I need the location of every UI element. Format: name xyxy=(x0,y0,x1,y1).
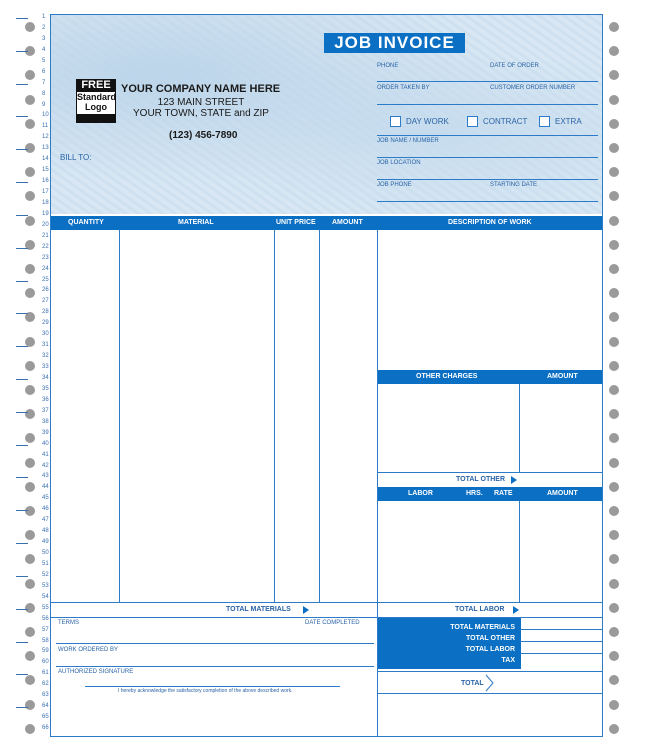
line-number: 29 xyxy=(42,320,49,327)
items-header-bar xyxy=(51,216,602,230)
divider xyxy=(377,179,598,180)
labor-header: LABOR xyxy=(408,490,433,497)
line-number: 60 xyxy=(42,659,49,666)
line-tick xyxy=(16,576,28,577)
line-number: 49 xyxy=(42,539,49,546)
customer-order-number-label: CUSTOMER ORDER NUMBER xyxy=(490,85,576,91)
tractor-hole xyxy=(25,675,35,685)
line-number: 37 xyxy=(42,407,49,414)
line-number: 20 xyxy=(42,221,49,228)
acknowledge-text: I hereby acknowledge the satisfactory completion of the above described work. xyxy=(118,688,293,694)
phone-label: PHONE xyxy=(377,63,399,69)
line-number: 7 xyxy=(42,79,46,86)
column-divider xyxy=(519,384,520,472)
tractor-hole xyxy=(609,530,619,540)
line-number: 55 xyxy=(42,604,49,611)
tractor-hole xyxy=(609,482,619,492)
date-completed-label: DATE COMPLETED xyxy=(305,620,360,626)
divider xyxy=(377,201,598,202)
line-number: 10 xyxy=(42,112,49,119)
line-number: 23 xyxy=(42,254,49,261)
line-number: 40 xyxy=(42,440,49,447)
line-number: 31 xyxy=(42,342,49,349)
line-number: 18 xyxy=(42,199,49,206)
company-city: YOUR TOWN, STATE and ZIP xyxy=(133,108,269,119)
quantity-header: QUANTITY xyxy=(68,219,104,226)
tractor-hole xyxy=(25,579,35,589)
divider xyxy=(56,666,374,667)
material-header: MATERIAL xyxy=(178,219,214,226)
line-tick xyxy=(16,51,28,52)
tractor-hole xyxy=(609,458,619,468)
line-number: 28 xyxy=(42,309,49,316)
tractor-hole xyxy=(609,433,619,443)
bill-to-label: BILL TO: xyxy=(60,153,92,162)
line-tick xyxy=(16,18,28,19)
line-number: 25 xyxy=(42,276,49,283)
other-charges-header: OTHER CHARGES xyxy=(416,373,478,380)
line-tick xyxy=(16,543,28,544)
line-tick xyxy=(16,215,28,216)
line-number: 61 xyxy=(42,670,49,677)
right-tractor-strip xyxy=(603,10,639,739)
line-number: 21 xyxy=(42,232,49,239)
line-number: 36 xyxy=(42,396,49,403)
extra-checkbox[interactable] xyxy=(539,116,550,127)
line-tick xyxy=(16,642,28,643)
tractor-hole xyxy=(25,191,35,201)
contract-label: CONTRACT xyxy=(483,117,528,126)
line-tick xyxy=(16,707,28,708)
tractor-hole xyxy=(609,70,619,80)
tractor-hole xyxy=(25,70,35,80)
line-tick xyxy=(16,281,28,282)
tractor-hole xyxy=(25,554,35,564)
logo xyxy=(76,79,116,123)
line-number: 8 xyxy=(42,90,46,97)
line-tick xyxy=(16,313,28,314)
authorized-signature-label: AUTHORIZED SIGNATURE xyxy=(58,669,134,675)
tractor-hole xyxy=(25,167,35,177)
line-tick xyxy=(16,510,28,511)
divider xyxy=(377,81,598,82)
tractor-hole xyxy=(25,433,35,443)
total-arrow-icon xyxy=(485,674,495,692)
line-number: 44 xyxy=(42,484,49,491)
tractor-hole xyxy=(25,724,35,734)
total-materials-label: TOTAL MATERIALS xyxy=(226,606,291,613)
tractor-hole xyxy=(609,579,619,589)
line-number: 53 xyxy=(42,582,49,589)
line-number: 47 xyxy=(42,517,49,524)
tractor-hole xyxy=(609,22,619,32)
tractor-hole xyxy=(25,482,35,492)
line-number: 26 xyxy=(42,287,49,294)
day-work-label: DAY WORK xyxy=(406,117,449,126)
hrs-header: HRS. xyxy=(466,490,483,497)
divider xyxy=(377,135,598,136)
divider xyxy=(378,472,602,473)
line-number: 11 xyxy=(42,123,49,130)
tractor-hole xyxy=(609,724,619,734)
divider xyxy=(521,629,602,630)
line-number: 4 xyxy=(42,46,46,53)
tractor-hole xyxy=(609,603,619,613)
labor-amount-header: AMOUNT xyxy=(547,490,578,497)
divider xyxy=(377,104,598,105)
logo-line-2: Standard xyxy=(77,92,117,102)
description-header: DESCRIPTION OF WORK xyxy=(448,219,532,226)
line-number: 13 xyxy=(42,145,49,152)
line-number: 66 xyxy=(42,725,49,732)
tractor-hole xyxy=(25,95,35,105)
line-tick xyxy=(16,445,28,446)
tractor-hole xyxy=(609,651,619,661)
line-number: 62 xyxy=(42,681,49,688)
line-number: 30 xyxy=(42,331,49,338)
column-divider xyxy=(319,230,320,602)
logo-line-3: Logo xyxy=(77,102,115,114)
line-number: 22 xyxy=(42,243,49,250)
other-amount-header: AMOUNT xyxy=(547,373,578,380)
tractor-hole xyxy=(609,167,619,177)
order-taken-by-label: ORDER TAKEN BY xyxy=(377,85,430,91)
job-phone-label: JOB PHONE xyxy=(377,182,412,188)
tractor-hole xyxy=(25,119,35,129)
tractor-hole xyxy=(25,216,35,226)
tractor-hole xyxy=(609,119,619,129)
company-phone: (123) 456-7890 xyxy=(169,130,238,141)
line-number: 33 xyxy=(42,364,49,371)
tractor-hole xyxy=(25,264,35,274)
line-number: 45 xyxy=(42,495,49,502)
line-number: 56 xyxy=(42,615,49,622)
unit-price-header: UNIT PRICE xyxy=(276,219,316,226)
line-number: 24 xyxy=(42,265,49,272)
line-number: 48 xyxy=(42,528,49,535)
column-divider xyxy=(119,230,120,602)
line-number: 51 xyxy=(42,560,49,567)
tractor-hole xyxy=(25,288,35,298)
total-other-label: TOTAL OTHER xyxy=(456,476,505,483)
tractor-hole xyxy=(609,95,619,105)
line-number: 41 xyxy=(42,451,49,458)
line-number: 59 xyxy=(42,648,49,655)
rate-header: RATE xyxy=(494,490,513,497)
left-tractor-strip xyxy=(12,10,48,739)
line-tick xyxy=(16,609,28,610)
arrow-icon xyxy=(513,606,519,614)
divider xyxy=(56,643,374,644)
arrow-icon xyxy=(511,476,517,484)
day-work-checkbox[interactable] xyxy=(390,116,401,127)
contract-checkbox[interactable] xyxy=(467,116,478,127)
summary-tax: TAX xyxy=(501,657,515,664)
line-number: 27 xyxy=(42,298,49,305)
tractor-hole xyxy=(609,627,619,637)
invoice-form xyxy=(50,14,603,737)
divider xyxy=(377,157,598,158)
job-name-label: JOB NAME / NUMBER xyxy=(377,138,439,144)
column-divider xyxy=(519,501,520,602)
tractor-hole xyxy=(25,627,35,637)
line-number: 12 xyxy=(42,134,49,141)
summary-box xyxy=(378,618,521,669)
amount-header: AMOUNT xyxy=(332,219,363,226)
tractor-hole xyxy=(609,554,619,564)
work-ordered-by-label: WORK ORDERED BY xyxy=(58,647,119,653)
line-number: 15 xyxy=(42,167,49,174)
divider xyxy=(51,602,602,603)
tractor-hole xyxy=(25,458,35,468)
line-number: 65 xyxy=(42,714,49,721)
line-number: 39 xyxy=(42,429,49,436)
line-number: 57 xyxy=(42,626,49,633)
tractor-hole xyxy=(609,216,619,226)
signature-line xyxy=(85,686,340,687)
line-number: 46 xyxy=(42,506,49,513)
divider xyxy=(521,653,602,654)
summary-total-labor: TOTAL LABOR xyxy=(465,646,515,653)
tractor-hole xyxy=(609,385,619,395)
logo-line-1: FREE xyxy=(81,79,111,91)
tractor-hole xyxy=(25,143,35,153)
tractor-hole xyxy=(609,337,619,347)
starting-date-label: STARTING DATE xyxy=(490,182,538,188)
total-labor-label: TOTAL LABOR xyxy=(455,606,505,613)
tractor-hole xyxy=(609,143,619,153)
line-tick xyxy=(16,116,28,117)
tractor-hole xyxy=(25,651,35,661)
line-tick xyxy=(16,248,28,249)
tractor-hole xyxy=(609,506,619,516)
divider xyxy=(378,671,602,672)
divider xyxy=(521,641,602,642)
summary-total-other: TOTAL OTHER xyxy=(466,635,515,642)
tractor-hole xyxy=(609,675,619,685)
line-number: 17 xyxy=(42,189,49,196)
other-charges-bar xyxy=(378,370,602,384)
line-number: 63 xyxy=(42,692,49,699)
line-number: 42 xyxy=(42,462,49,469)
line-number: 1 xyxy=(42,14,46,20)
company-street: 123 MAIN STREET xyxy=(157,97,245,108)
tractor-hole xyxy=(25,409,35,419)
date-of-order-label: DATE OF ORDER xyxy=(490,63,539,69)
line-number: 58 xyxy=(42,637,49,644)
tractor-hole xyxy=(25,385,35,395)
line-number: 50 xyxy=(42,550,49,557)
line-number: 32 xyxy=(42,353,49,360)
line-number: 34 xyxy=(42,375,49,381)
tractor-hole xyxy=(609,361,619,371)
line-number: 2 xyxy=(42,24,46,31)
line-number: 64 xyxy=(42,703,49,710)
job-location-label: JOB LOCATION xyxy=(377,160,421,166)
line-number: 14 xyxy=(42,156,49,163)
line-tick xyxy=(16,379,28,380)
line-tick xyxy=(16,412,28,413)
tractor-hole xyxy=(25,361,35,371)
arrow-icon xyxy=(303,606,309,614)
line-number: 43 xyxy=(42,473,49,480)
line-tick xyxy=(16,477,28,478)
line-number: 52 xyxy=(42,571,49,578)
tractor-hole xyxy=(609,700,619,710)
line-tick xyxy=(16,346,28,347)
form-title: JOB INVOICE xyxy=(324,33,465,53)
line-number: 9 xyxy=(42,101,46,108)
tractor-hole xyxy=(609,409,619,419)
tractor-hole xyxy=(609,191,619,201)
line-number: 6 xyxy=(42,68,46,75)
line-number: 35 xyxy=(42,385,49,392)
tractor-hole xyxy=(25,530,35,540)
tractor-hole xyxy=(609,264,619,274)
column-divider xyxy=(274,230,275,602)
line-number: 54 xyxy=(42,593,49,600)
labor-bar xyxy=(378,487,602,501)
tractor-hole xyxy=(25,22,35,32)
line-tick xyxy=(16,674,28,675)
divider xyxy=(378,693,602,694)
tractor-hole xyxy=(609,312,619,322)
line-number: 19 xyxy=(42,210,49,217)
company-name: YOUR COMPANY NAME HERE xyxy=(121,83,281,95)
tractor-hole xyxy=(609,46,619,56)
line-tick xyxy=(16,149,28,150)
line-tick xyxy=(16,84,28,85)
summary-total-materials: TOTAL MATERIALS xyxy=(450,624,515,631)
terms-label: TERMS xyxy=(58,620,79,626)
header-panel xyxy=(51,15,602,214)
line-tick xyxy=(16,182,28,183)
line-number: 5 xyxy=(42,57,46,64)
line-number: 38 xyxy=(42,418,49,425)
line-number: 16 xyxy=(42,178,49,185)
tractor-hole xyxy=(609,288,619,298)
summary-total: TOTAL xyxy=(461,680,484,687)
line-number: 3 xyxy=(42,35,46,42)
tractor-hole xyxy=(609,240,619,250)
tractor-hole xyxy=(25,337,35,347)
extra-label: EXTRA xyxy=(555,117,582,126)
